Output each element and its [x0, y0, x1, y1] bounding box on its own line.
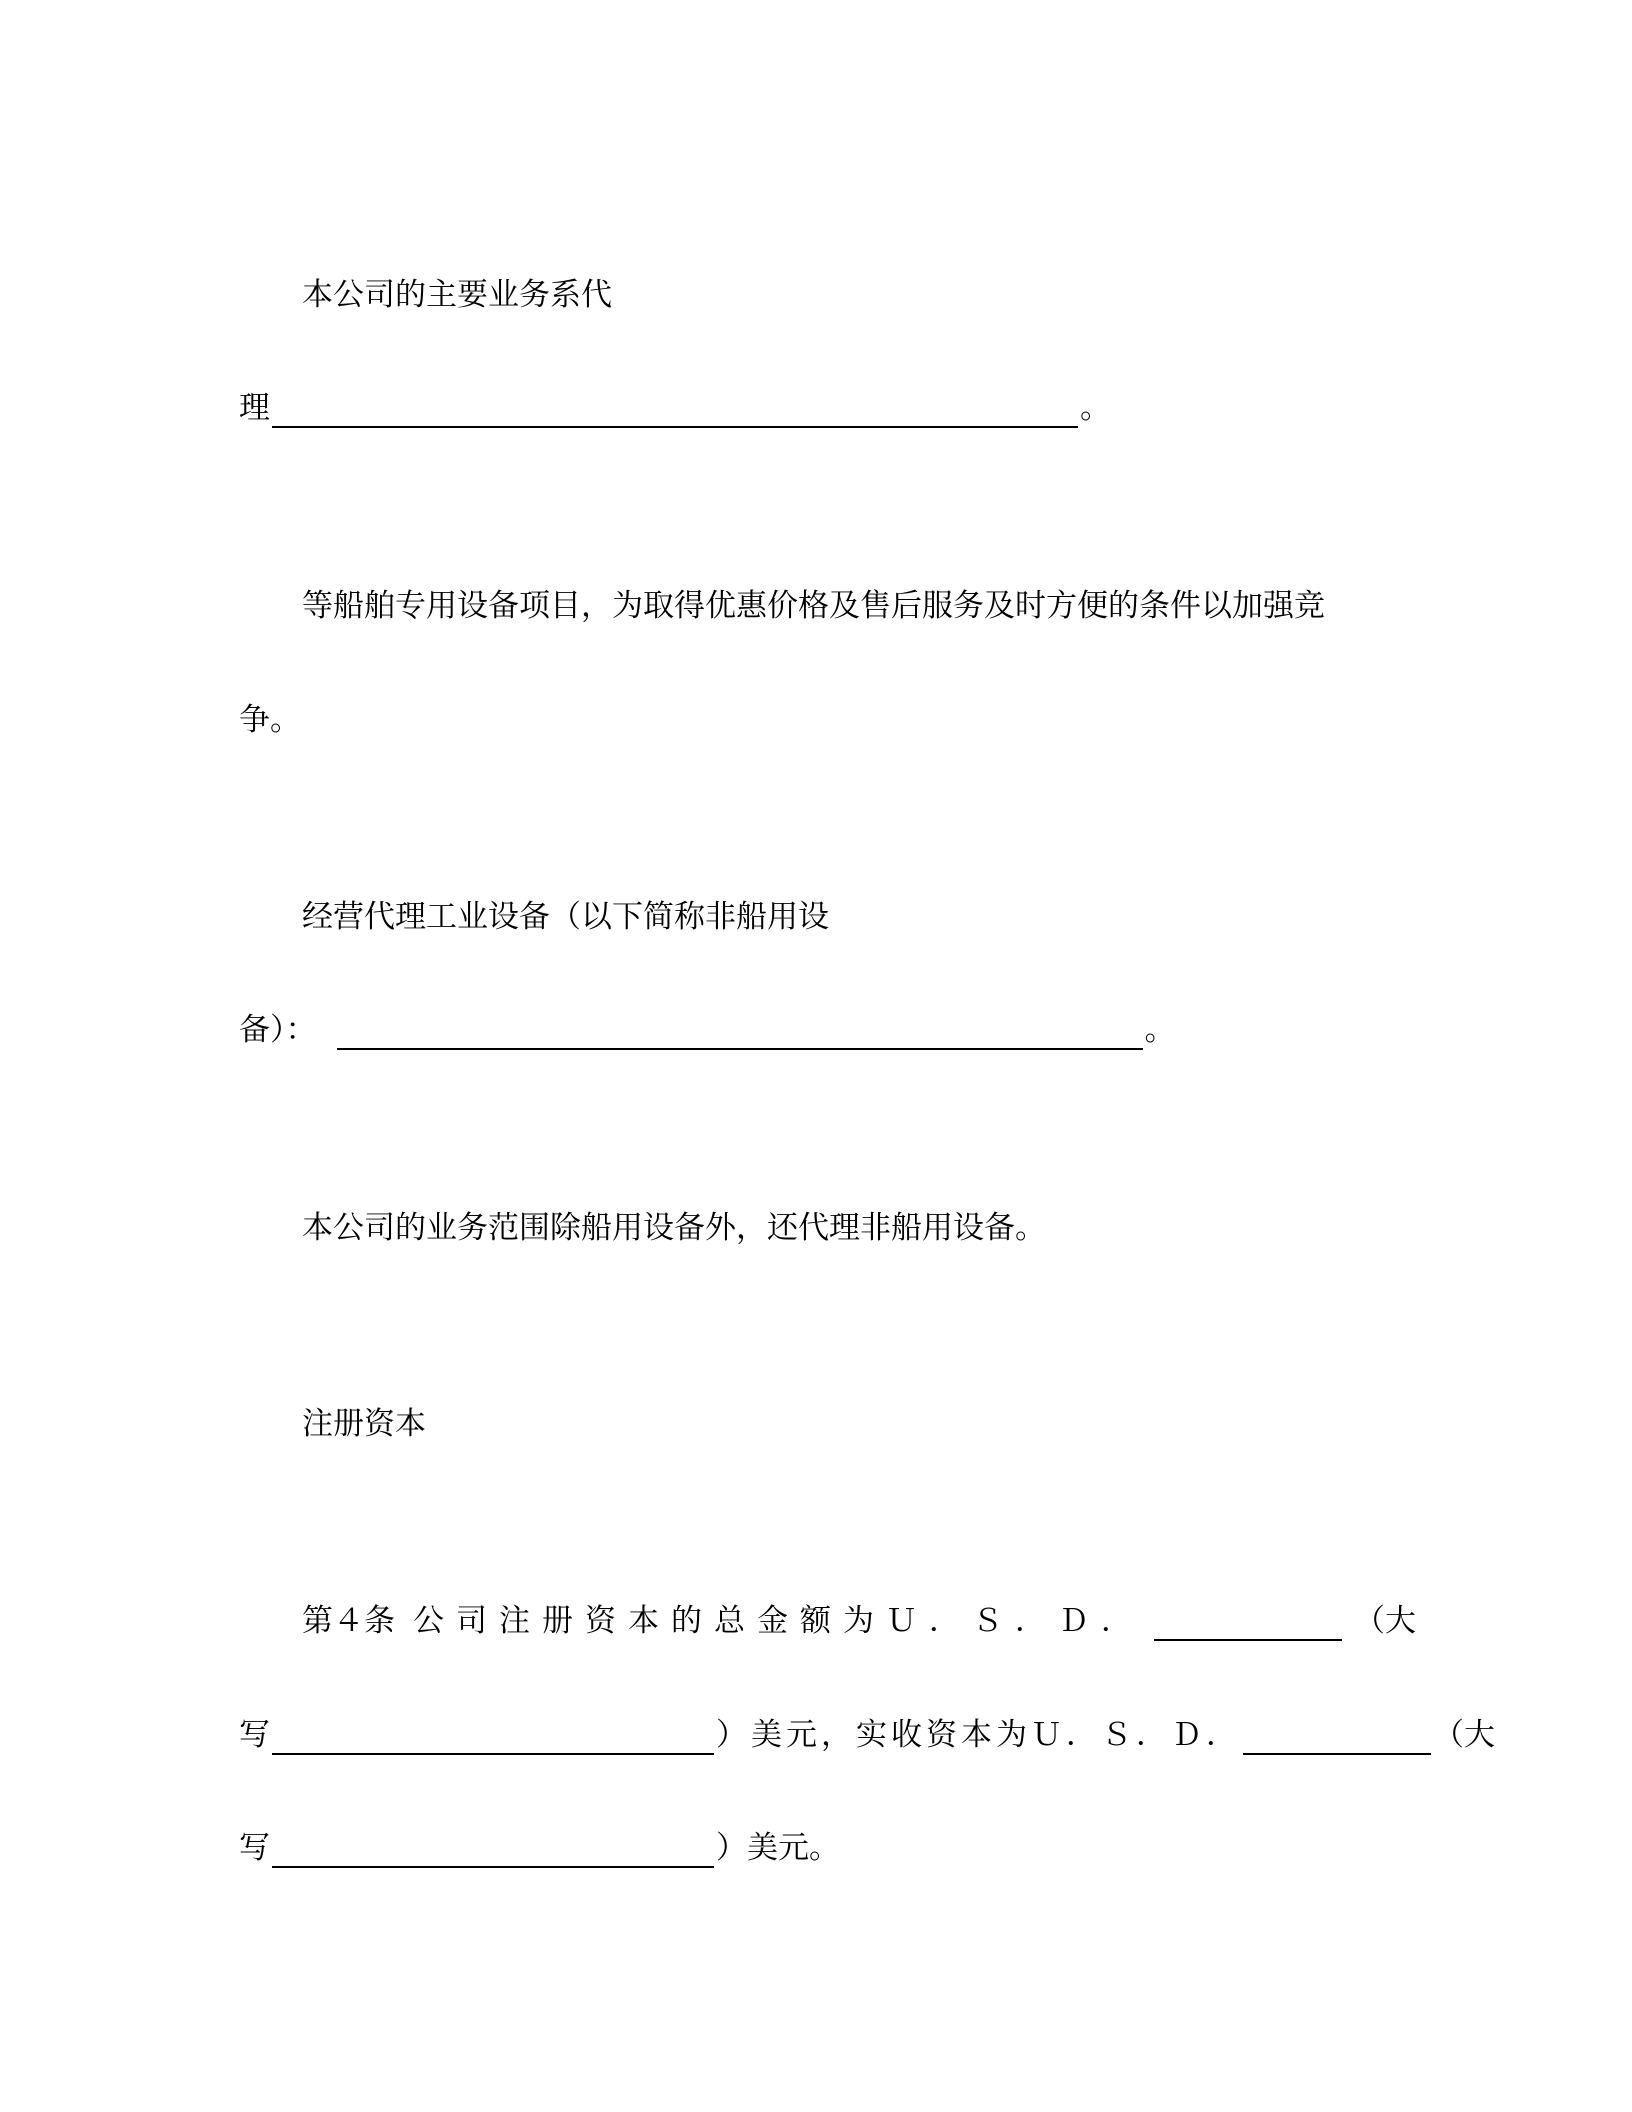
paragraph-2-line-1: 等船舶专用设备项目，为取得优惠价格及售后服务及时方便的条件以加强竞 [302, 588, 1325, 624]
article-number: 第４条 [302, 1603, 395, 1639]
non-marine-equipment-blank[interactable] [337, 1014, 1143, 1050]
paragraph-3-line-1: 经营代理工业设备（以下简称非船用设 [302, 899, 829, 935]
paragraph-4: 本公司的业务范围除船用设备外，还代理非船用设备。 [302, 1210, 1046, 1246]
article-4-line-2: 写 ）美元，实收资本为Ｕ．Ｓ．Ｄ． （大 [239, 1717, 1495, 1753]
business-scope-blank[interactable] [272, 392, 1078, 428]
paragraph-1-line-1: 本公司的主要业务系代 [302, 277, 612, 313]
article-4-line-3: 写 ）美元。 [239, 1830, 840, 1866]
paragraph-2-line-2: 争。 [239, 702, 301, 738]
registered-capital-words-blank[interactable] [272, 1719, 714, 1755]
article-4-line-1: 第４条 公司注册资本的总金额为Ｕ．Ｓ．Ｄ． （大 [302, 1603, 1416, 1639]
paid-in-capital-words-blank[interactable] [272, 1832, 714, 1868]
registered-capital-amount-blank[interactable] [1154, 1605, 1342, 1641]
paid-in-capital-amount-blank[interactable] [1243, 1719, 1431, 1755]
paragraph-3-line-2: 备）： 。 [239, 1012, 1176, 1048]
paragraph-1-line-2: 理 。 [239, 390, 1111, 426]
section-heading: 注册资本 [302, 1406, 426, 1442]
